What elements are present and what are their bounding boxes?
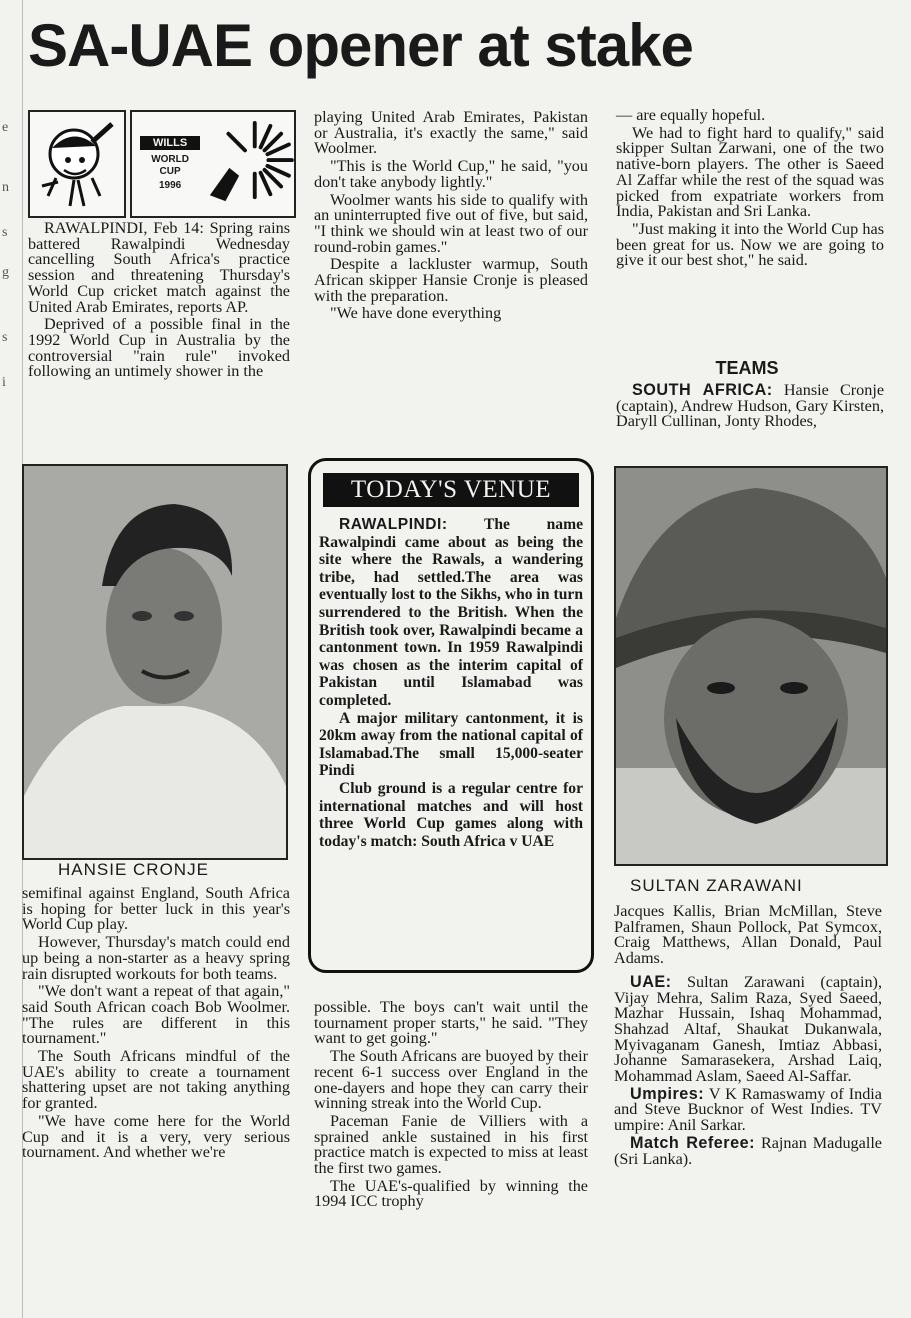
portrait-icon xyxy=(616,468,886,864)
column-1-bottom xyxy=(22,886,290,1163)
sa-players: Hansie Cronje (captain), Andrew Hudson, Gary Kirsten, Daryll Cullinan, Jonty Rhodes, xyxy=(616,381,885,431)
column-3-bottom xyxy=(614,904,882,1169)
paragraph: "We don't want a repeat of that again," said South African coach Bob Woolmer. "The rules are different in this tournament." xyxy=(22,982,290,1048)
paragraph: "This is the World Cup," he said, "you don't take anybody lightly." xyxy=(314,157,588,191)
paragraph: Despite a lackluster warmup, South African skipper Hansie Cronje is pleased with the preparation. xyxy=(314,255,588,305)
paragraph: "We have done everything xyxy=(330,304,502,323)
photo-caption-zarawani: SULTAN ZARAWANI xyxy=(630,876,803,895)
edge-fragment: g xyxy=(2,265,9,280)
paragraph: semifinal against England, South Africa is hoping for better luck in this year's World Cup play. xyxy=(22,884,290,934)
wills-label: WILLS xyxy=(140,136,200,150)
referee-text: Rajnan Madugalle (Sri Lanka). xyxy=(614,1133,882,1168)
column-2-top xyxy=(314,110,588,324)
column-3-top xyxy=(616,108,884,271)
paragraph: "We have come here for the World Cup and it is a very, very serious tournament. And whether we're xyxy=(22,1111,290,1162)
world-cup-label: WORLD CUP xyxy=(151,154,189,177)
teams-heading: TEAMS xyxy=(715,358,779,378)
cricket-mascot-logo xyxy=(28,110,126,218)
umpires-text: V K Ramaswamy of India and Steve Bucknor of West Indies. TV umpire: Anil Sarkar. xyxy=(614,1084,882,1135)
headline: SA-UAE opener at stake xyxy=(28,12,693,79)
edge-fragment: e xyxy=(2,120,9,135)
portrait-icon xyxy=(24,466,286,858)
paragraph: "Just making it into the World Cup has been great for us. Now we are going to give it our best shot," he said. xyxy=(616,219,884,270)
mascot-icon xyxy=(34,116,120,212)
paragraph: RAWALPINDI, Feb 14: Spring rains battered Rawalpindi Wednesday cancelling South Africa's practice session and threatening Thursday's World Cup cricket match against the United Arab Emirates, reports AP. xyxy=(28,219,290,316)
uae-players: Sultan Zarawani (captain), Vijay Mehra, Salim Raza, Syed Saeed, Mazhar Hussain, Ishaq Mohammad, Shahzad Altaf, Shaukat Dukanwala, Myivaganam Ganesh, Imtiaz Abbasi, Johanne Samarasekera, Arshad Laiq, Mohammad Aslam, Saeed Al-Saffar. xyxy=(614,972,882,1086)
edge-fragment: s xyxy=(2,225,8,240)
paragraph: The UAE's-qualified by winning the 1994 ICC trophy xyxy=(314,1176,588,1211)
paragraph: possible. The boys can't wait until the tournament proper starts," he said. "They want to get going." xyxy=(314,998,588,1048)
year-label: 1996 xyxy=(158,180,182,191)
sa-players-continued: Jacques Kallis, Brian McMillan, Steve Palframen, Shaun Pollock, Pat Symcox, Craig Matthews, Allan Donald, Paul Adams. xyxy=(614,902,882,968)
todays-venue-box xyxy=(308,458,594,973)
edge-fragment: n xyxy=(2,180,9,195)
edge-fragment: i xyxy=(2,375,6,390)
south-africa-team-list xyxy=(616,383,884,432)
sunburst-icon xyxy=(204,116,294,212)
left-edge-column-fragment xyxy=(0,0,23,1318)
column-2-bottom xyxy=(314,1000,588,1212)
column-1-top xyxy=(28,221,290,382)
edge-fragment: s xyxy=(2,330,8,345)
paragraph: playing United Arab Emirates, Pakistan or Australia, it's exactly the same," said Woolmer. xyxy=(314,108,588,158)
sultan-zarawani-photo xyxy=(614,466,888,866)
venue-paragraph: The name Rawalpindi came about as being the site where the Rawals, a wandering tribe, had settled.The area was eventually lost to the Sikhs, who in turn surrendered to the British. When the British took over, Rawalpindi became a cantonment town. In 1959 Rawalpindi was chosen as the interim capital of Pakistan until Islamabad was completed. xyxy=(319,516,583,709)
paragraph: Woolmer wants his side to qualify with an uninterrupted five out of five, but said, "I think we should win at least two of our round-robin games." xyxy=(314,190,588,256)
paragraph: — are equally hopeful. xyxy=(616,106,766,124)
venue-title: TODAY'S VENUE xyxy=(323,473,579,507)
referee-label: Match Referee: xyxy=(630,1133,755,1152)
paragraph: However, Thursday's match could end up being a non-starter as a heavy spring rain disrupted workouts for both teams. xyxy=(22,933,290,983)
sa-label: SOUTH AFRICA: xyxy=(632,381,773,399)
venue-paragraph: Club ground is a regular centre for international matches and will host three World Cup games along with today's match: South Africa v UAE xyxy=(319,779,583,850)
paragraph: The South Africans are buoyed by their recent 6-1 success over England in the one-dayers and hope they can carry their winning streak into the World Cup. xyxy=(314,1047,588,1113)
paragraph: We had to fight hard to qualify," said skipper Sultan Zarwani, one of the two native-born players. The other is Saeed Al Zaffar while the rest of the squad was picked from expatriate workers from India, Pakistan and Sri Lanka. xyxy=(616,123,884,221)
photo-caption-cronje: HANSIE CRONJE xyxy=(58,860,209,879)
venue-body xyxy=(319,516,583,850)
paragraph: Deprived of a possible final in the 1992 World Cup in Australia by the controversial "rain rule" invoked following an untimely shower in the xyxy=(28,315,290,381)
wills-world-cup-logo xyxy=(130,110,296,218)
umpires-label: Umpires: xyxy=(630,1084,705,1103)
venue-paragraph: A major military cantonment, it is 20km away from the national capital of Islamabad.The small 15,000-seater Pindi xyxy=(319,709,583,780)
uae-label: UAE: xyxy=(630,972,672,991)
paragraph: The South Africans mindful of the UAE's ability to create a tournament shattering upset are not taking anything for granted. xyxy=(22,1047,290,1113)
hansie-cronje-photo xyxy=(22,464,288,860)
paragraph: Paceman Fanie de Villiers with a sprained ankle sustained in his first practice match is expected to miss at least the first two games. xyxy=(314,1111,588,1178)
venue-lead: RAWALPINDI: xyxy=(339,516,448,533)
